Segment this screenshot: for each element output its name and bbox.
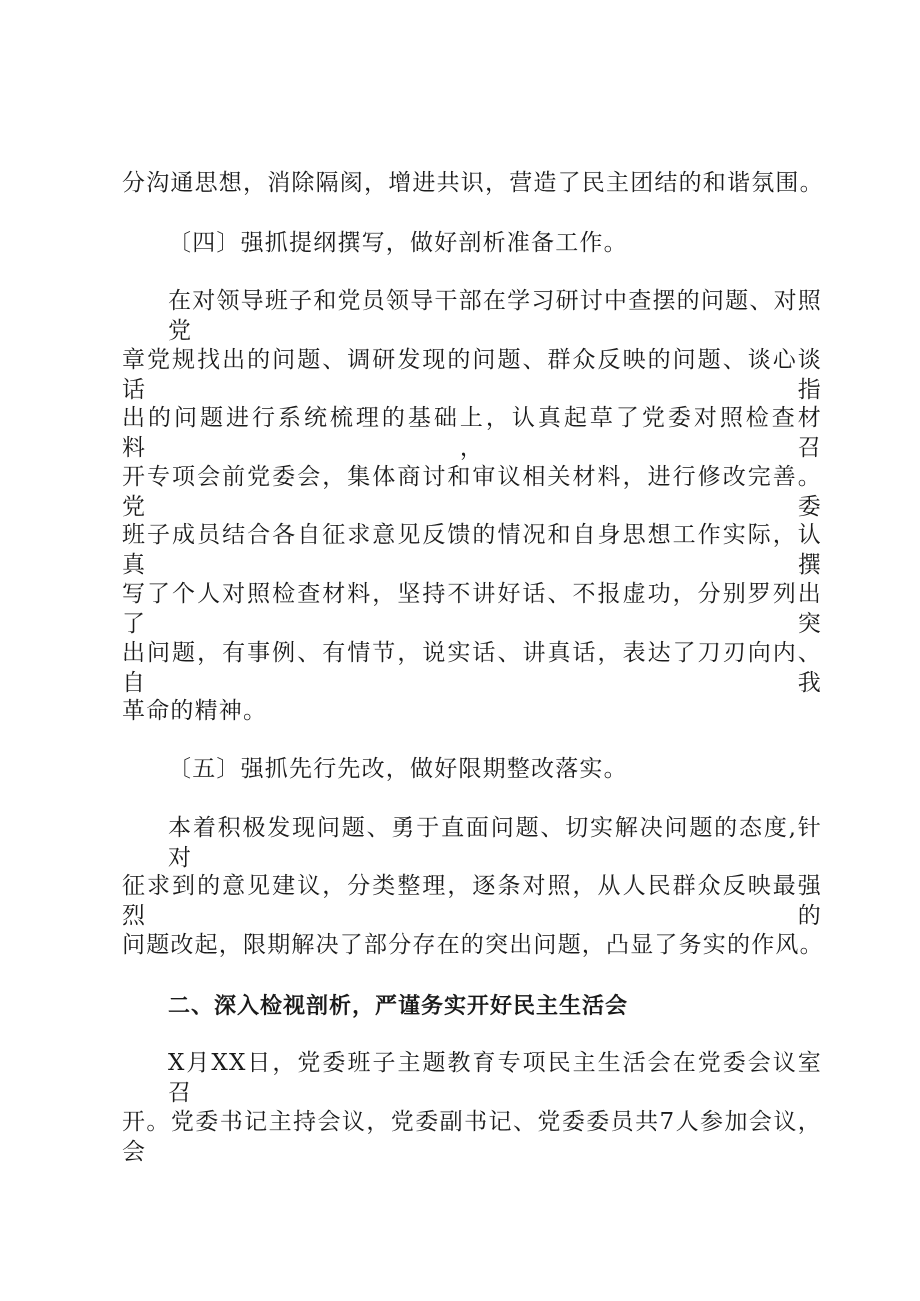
paragraph-line: 章党规找出的问题、调研发现的问题、群众反映的问题、谈心谈话指 (122, 347, 822, 403)
paragraph-line: 开专项会前党委会，集体商讨和审议相关材料，进行修改完善。党委 (122, 464, 822, 520)
paragraph-line: 写了个人对照检查材料，坚持不讲好话、不报虚功，分别罗列出了突 (122, 581, 822, 637)
paragraph-line: 分沟通思想，消除隔阂，增进共识，营造了民主团结的和谐氛围。 (122, 170, 824, 196)
section-heading-4: 〔四〕强抓提纲撰写，做好剖析准备工作。 (168, 230, 628, 256)
paragraph-line: 出的问题进行系统梳理的基础上，认真起草了党委对照检查材料，召 (122, 405, 822, 461)
paragraph-line: X月XX日，党委班子主题教育专项民主生活会在党委会议室召 (168, 1050, 822, 1106)
paragraph-line: 出问题，有事例、有情节，说实话、讲真话，表达了刀刃向内、自我 (122, 640, 822, 696)
paragraph-line: 在对领导班子和党员领导干部在学习研讨中查摆的问题、对照党 (168, 288, 822, 344)
paragraph-line: 革命的精神。 (122, 698, 268, 724)
paragraph-line: 本着积极发现问题、勇于直面问题、切实解决问题的态度,针对 (168, 815, 822, 871)
chapter-heading-2: 二、深入检视剖析，严谨务实开好民主生活会 (168, 994, 629, 1019)
paragraph-line: 开。党委书记主持会议，党委副书记、党委委员共7人参加会议，会 (122, 1109, 822, 1165)
paragraph-line: 班子成员结合各自征求意见反馈的情况和自身思想工作实际，认真撰 (122, 522, 822, 578)
paragraph-line: 问题改起，限期解决了部分存在的突出问题，凸显了务实的作风。 (122, 932, 824, 958)
paragraph-line: 征求到的意见建议，分类整理，逐条对照，从人民群众反映最强烈的 (122, 873, 822, 929)
section-heading-5: 〔五〕强抓先行先改，做好限期整改落实。 (168, 756, 628, 782)
